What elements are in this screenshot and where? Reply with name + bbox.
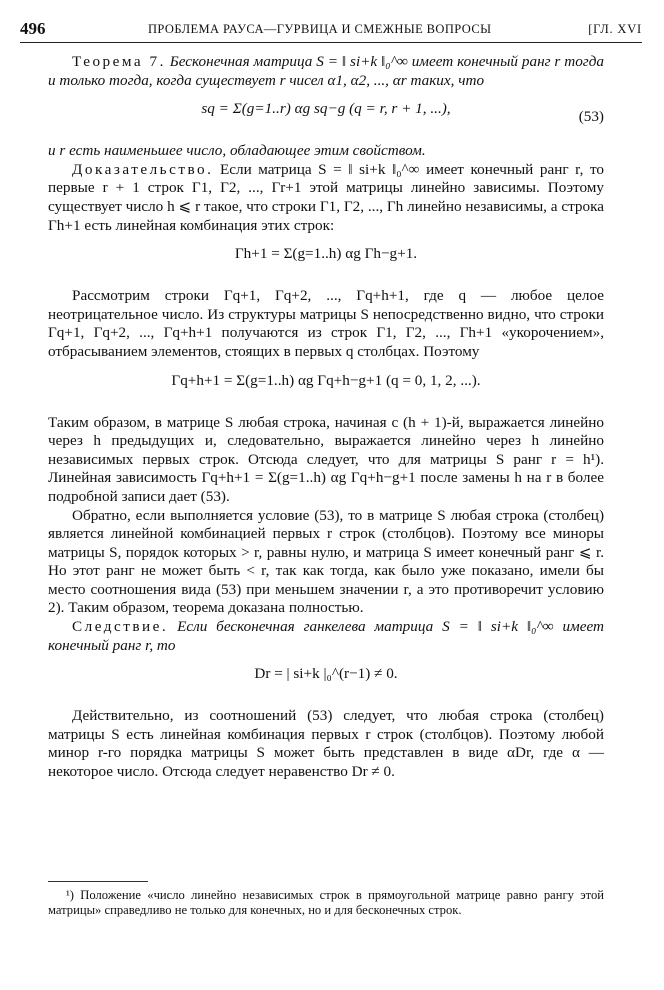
footnote-rule <box>48 881 148 882</box>
corollary-proof: Действительно, из соотношений (53) следует, что любая строка (столбец) матрицы S есть линейная комбинация первых r строк (столбцов). Поэтому любой минор r-го порядка матрицы S может быть представлен в виде αDr, где α — некоторое число. Отсюда следует неравенство Dr ≠ 0. <box>48 707 604 781</box>
proof-paragraph-1 <box>48 161 604 235</box>
chapter-label: [ГЛ. XVI <box>588 22 642 36</box>
equation-53-formula: sq = Σ(g=1..r) αg sq−g (q = r, r + 1, ...), <box>201 100 451 118</box>
theorem-label: Теорема 7. <box>72 53 166 70</box>
corollary-statement: Если бесконечная ганкелева матрица S = ‖ si+k ‖₀^∞ имеет конечный ранг r, то <box>48 618 604 654</box>
equation-gamma-h-formula: Γh+1 = Σ(g=1..h) αg Γh−g+1. <box>234 245 418 263</box>
equation-dr-formula: Dr = | si+k |₀^(r−1) ≠ 0. <box>254 665 398 683</box>
running-header <box>20 18 642 43</box>
equation-gamma-q-formula: Γq+h+1 = Σ(g=1..h) αg Γq+h−g+1 (q = 0, 1, 2, ...). <box>171 371 481 389</box>
running-title: ПРОБЛЕМА РАУСА—ГУРВИЦА И СМЕЖНЫЕ ВОПРОСЫ <box>148 22 492 36</box>
page-number: 496 <box>20 19 46 38</box>
equation-dr <box>48 665 604 695</box>
proof-paragraph-2: Рассмотрим строки Γq+1, Γq+2, ..., Γq+h+1, где q — любое целое неотрицательное число. Из структуры матрицы S непосредственно видно, что строки Γq+1, Γq+2, ..., Γq+h+1 получаются из строк Γ1, Γ2, ..., Γh+1 «укорочением», отбрасыванием элементов, стоящих в первых q столбцах. Поэтому <box>48 287 604 360</box>
proof-label: Доказательство. <box>72 160 214 178</box>
theorem-tail: и r есть наименьшее число, обладающее этим свойством. <box>48 142 426 160</box>
equation-53 <box>48 100 604 130</box>
corollary-label: Следствие. <box>72 618 169 636</box>
proof-text-1: Если матрица S = ‖ si+k ‖₀^∞ имеет конечный ранг r, то первые r + 1 строк Γ1, Γ2, ..., Γr+1 этой матрицы линейно зависимы. Поэтому существует число h ⩽ r такое, что строки Γ1, Γ2, ..., Γh линейно независимы, а строка Γh+1 есть линейная комбинация этих строк: <box>48 160 604 234</box>
page-body <box>48 53 604 782</box>
equation-gamma-q <box>48 372 604 402</box>
corollary <box>48 618 604 655</box>
proof-paragraph-3: Таким образом, в матрице S любая строка, начиная с (h + 1)-й, выражается линейно через h предыдущих и, следовательно, выражается линейно через h линейно независимых первых строк. Отсюда следует, что для матрицы S ранг r = h¹). Линейная зависимость Γq+h+1 = Σ(g=1..h) αg Γq+h−g+1 после замены h на r в более подробной записи дает (53). <box>48 413 604 505</box>
footnote: ¹) Положение «число линейно независимых строк в прямоугольной матрице равно рангу этой матрицы» справедливо не только для конечных, но и для бесконечных строк. <box>48 888 604 918</box>
equation-gamma-h <box>48 245 604 275</box>
equation-53-number: (53) <box>578 108 604 126</box>
theorem-7 <box>48 53 604 90</box>
theorem-statement: Бесконечная матрица S = ‖ si+k ‖₀^∞ имеет конечный ранг r тогда и только тогда, когда существует r чисел α1, α2, ..., αr таких, что <box>48 53 604 89</box>
proof-paragraph-4: Обратно, если выполняется условие (53), то в матрице S любая строка (столбец) является линейной комбинацией первых r строк (столбцов). Поэтому все миноры матрицы S, порядок которых > r, равны нулю, и матрица S имеет конечный ранг ⩽ r. Но этот ранг не может быть < r, так как тогда, как было уже показано, имели бы место соотношения вида (53) при меньшем значении r, а это противоречит условию 2). Таким образом, теорема доказана полностью. <box>48 506 604 617</box>
